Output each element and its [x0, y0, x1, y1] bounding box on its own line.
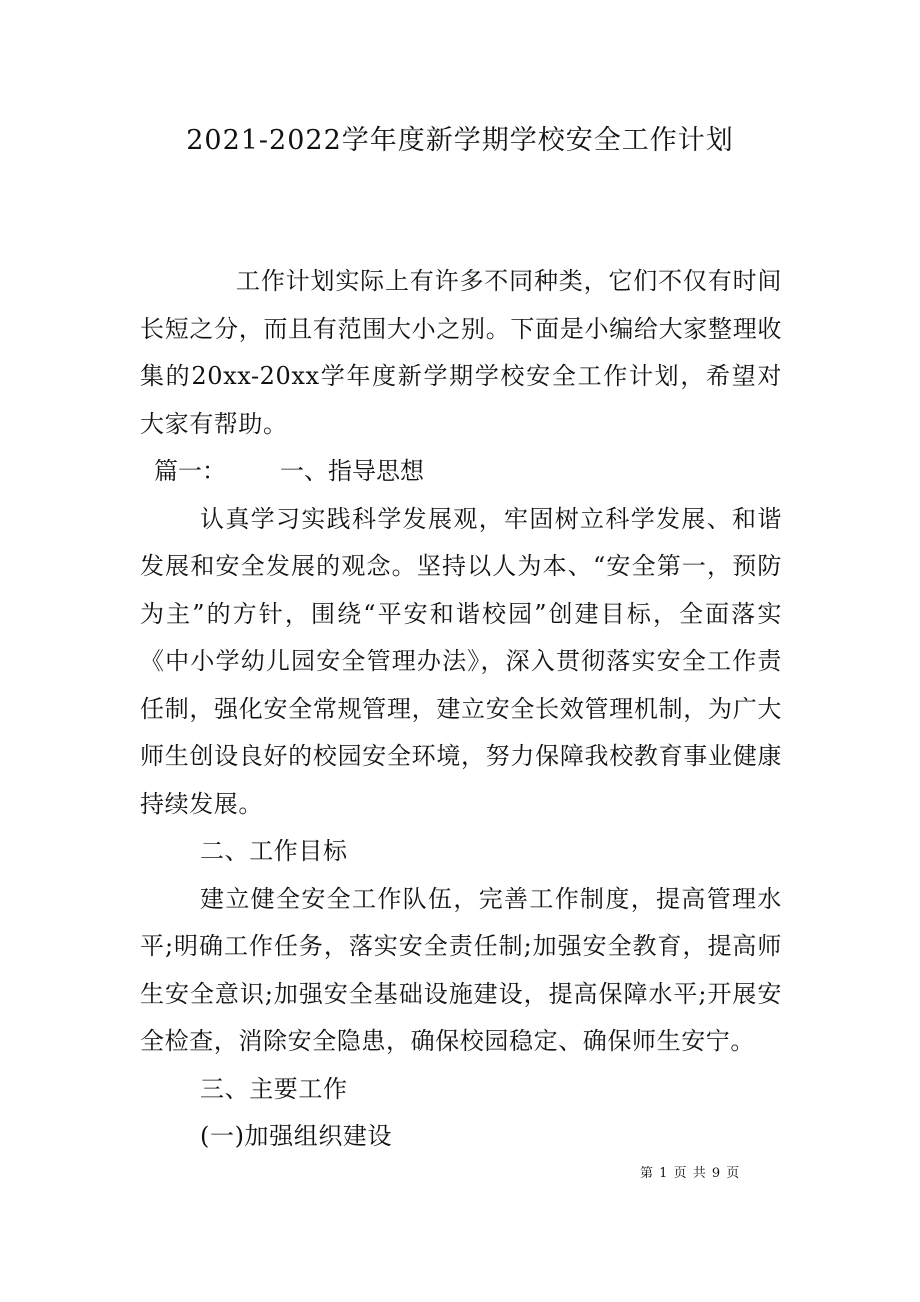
document-body [140, 258, 782, 1161]
section-heading-2: 二、工作目标 [200, 837, 348, 865]
subsection-heading-1: (一)加强组织建设 [200, 1122, 393, 1150]
section-1-paragraph: 认真学习实践科学发展观，牢固树立科学发展、和谐发展和安全发展的观念。坚持以人为本、“安全第一，预防为主”的方针，围绕“平安和谐校园”创建目标，全面落实《中小学幼儿园安全管理办法》，深入贯彻落实安全工作责任制，强化安全常规管理，建立安全长效管理机制，为广大师生创设良好的校园安全环境，努力保障我校教育事业健康持续发展。 [140, 504, 782, 818]
footer-suffix: 页 [726, 1166, 741, 1181]
chapter-label: 篇一： [154, 457, 226, 485]
footer-current-page: 1 [659, 1166, 669, 1181]
footer-prefix: 第 [640, 1166, 655, 1181]
chapter-heading [140, 448, 782, 496]
footer-total-pages: 9 [711, 1166, 722, 1181]
section-heading-3: 三、主要工作 [200, 1074, 348, 1103]
footer-middle: 页 共 [673, 1166, 707, 1181]
section-heading-1: 一、指导思想 [280, 457, 424, 485]
document-title: 2021-2022学年度新学期学校安全工作计划 [186, 125, 734, 156]
page-footer [640, 1162, 740, 1181]
intro-paragraph: 工作计划实际上有许多不同种类，它们不仅有时间长短之分，而且有范围大小之别。下面是小编给大家整理收集的20xx-20xx学年度新学期学校安全工作计划，希望对大家有帮助。 [140, 267, 782, 438]
section-2-paragraph: 建立健全安全工作队伍，完善工作制度，提高管理水平;明确工作任务，落实安全责任制;加强安全教育，提高师生安全意识;加强安全基础设施建设，提高保障水平;开展安全检查，消除安全隐患，确保校园稳定、确保师生安宁。 [140, 884, 782, 1055]
